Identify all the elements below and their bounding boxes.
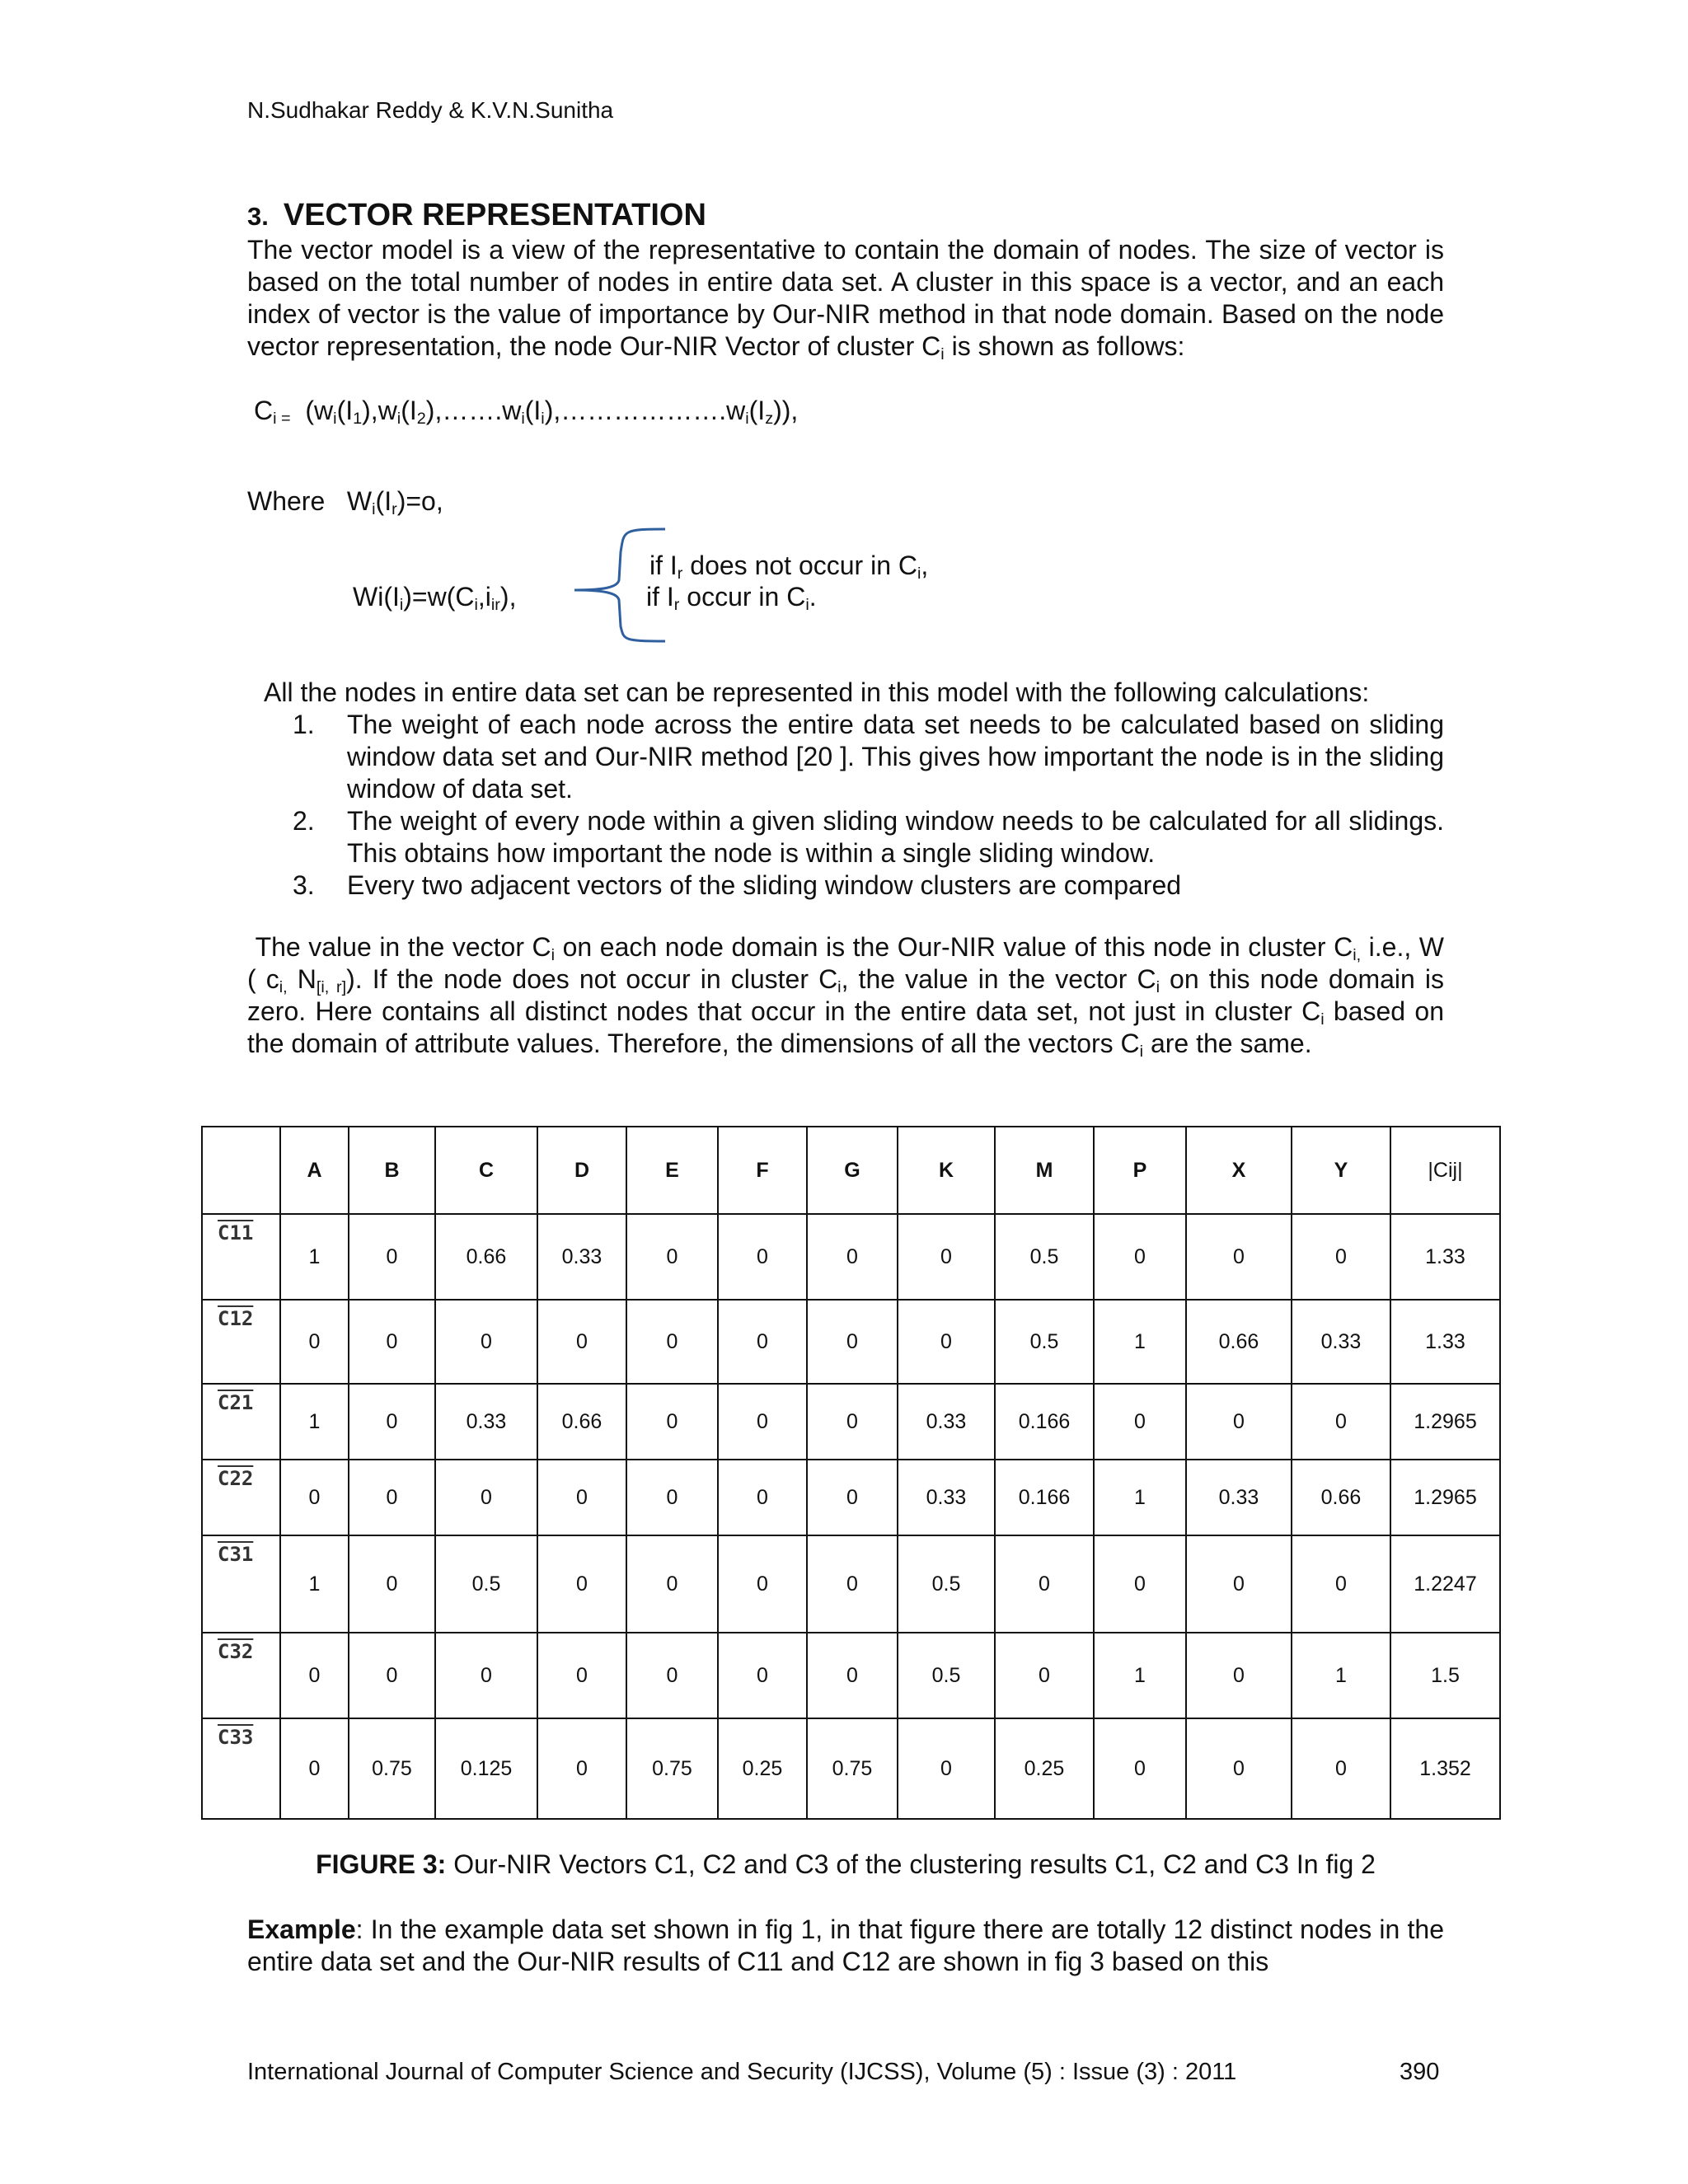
row-label	[202, 1460, 280, 1535]
table-cell: 0	[1292, 1384, 1390, 1460]
row-label	[202, 1633, 280, 1718]
table-cell: 0	[995, 1535, 1094, 1633]
row-label-text: C21	[218, 1391, 254, 1414]
table-cell: 0	[349, 1214, 435, 1300]
column-header: X	[1186, 1127, 1292, 1214]
column-header: K	[898, 1127, 995, 1214]
table-row	[202, 1633, 1500, 1718]
table-cell: 0.66	[435, 1214, 537, 1300]
table-cell: 0	[995, 1633, 1094, 1718]
table-cell: 0	[626, 1535, 718, 1633]
table-cell: 0	[1186, 1384, 1292, 1460]
table-cell: 0	[718, 1300, 807, 1384]
table-cell: 0	[807, 1460, 898, 1535]
column-header: G	[807, 1127, 898, 1214]
table-corner-cell	[202, 1127, 280, 1214]
calculation-list	[293, 709, 1444, 902]
table-cell: 0	[718, 1460, 807, 1535]
case-occur: if $I_r$ occur in $C_i$.	[646, 582, 817, 614]
table-cell: 1	[280, 1535, 349, 1633]
column-header: A	[280, 1127, 349, 1214]
table-cell: 1	[280, 1384, 349, 1460]
table-cell: 0.25	[718, 1718, 807, 1819]
row-label-text: C32	[218, 1640, 254, 1663]
table-cell: 0	[1186, 1633, 1292, 1718]
table-cell: 0	[807, 1384, 898, 1460]
row-label-text: C11	[218, 1221, 254, 1244]
column-header: C	[435, 1127, 537, 1214]
list-item: 1. The weight of each node across the entire data set needs to be calculated based on sliding window data set and Our-NIR method [20 ]. This gives how important the node is in the sliding window of data set.	[293, 710, 1444, 804]
table-cell: 0	[1292, 1718, 1390, 1819]
table-cell: 0	[349, 1384, 435, 1460]
intro-paragraph: The vector model is a view of the representative to contain the domain of nodes. The size of vector is based on the total number of nodes in entire data set. A cluster in this space is a vector, and an each index of vector is the value of importance by Our-NIR method in that node domain. Based on the node vector representation, the node Our-NIR Vector of cluster $C_i$ is shown as follows:	[247, 235, 1444, 363]
table-cell: 1	[280, 1214, 349, 1300]
table-cell: 0	[807, 1300, 898, 1384]
table-cell: 0.5	[435, 1535, 537, 1633]
table-cell: 0	[435, 1460, 537, 1535]
table-cell: 0	[626, 1633, 718, 1718]
table-cell: 0	[280, 1633, 349, 1718]
section-title: VECTOR REPRESENTATION	[283, 198, 706, 232]
table-cell: 0	[807, 1535, 898, 1633]
table-cell: 0.125	[435, 1718, 537, 1819]
table-cell: 0	[718, 1633, 807, 1718]
column-header: P	[1094, 1127, 1186, 1214]
table-cell: 0	[1186, 1718, 1292, 1819]
table-cell: 0	[1292, 1535, 1390, 1633]
column-header: F	[718, 1127, 807, 1214]
table-cell: 0.33	[537, 1214, 626, 1300]
row-label-text: C33	[218, 1726, 254, 1749]
table-cell: 0.166	[995, 1384, 1094, 1460]
table-cell: 0.33	[898, 1384, 995, 1460]
column-header: M	[995, 1127, 1094, 1214]
table-row	[202, 1300, 1500, 1384]
vector-table	[201, 1126, 1501, 1820]
table-header-row	[202, 1127, 1500, 1214]
row-label	[202, 1384, 280, 1460]
table-cell: 0	[537, 1718, 626, 1819]
table-cell: 0	[898, 1300, 995, 1384]
table-cell: 0.75	[807, 1718, 898, 1819]
table-cell: 0	[898, 1718, 995, 1819]
table-cell: 0	[1094, 1384, 1186, 1460]
column-header: Y	[1292, 1127, 1390, 1214]
table-cell: 0.25	[995, 1718, 1094, 1819]
table-cell: 1.352	[1390, 1718, 1500, 1819]
table-cell: 0	[718, 1214, 807, 1300]
table-cell: 0	[626, 1214, 718, 1300]
ci-definition: $C_{i =}$ $(w_i(I_1),w_i(I_2),\dots\dots.w_i(I_i),\dots\dots\dots\dots\dots\dots.w_i(I_z))$,	[254, 396, 799, 428]
table-cell: 0	[349, 1460, 435, 1535]
table-row	[202, 1718, 1500, 1819]
table-cell: 1.2247	[1390, 1535, 1500, 1633]
table-cell: 0	[807, 1214, 898, 1300]
table-cell: 0	[1186, 1214, 1292, 1300]
column-header: D	[537, 1127, 626, 1214]
table-cell: 0	[626, 1460, 718, 1535]
row-label	[202, 1718, 280, 1819]
table-cell: 1	[1094, 1300, 1186, 1384]
table-cell: 0	[349, 1300, 435, 1384]
case-not-occur: if $I_r$ does not occur in $C_i$,	[649, 551, 929, 583]
table-row	[202, 1460, 1500, 1535]
table-cell: 1.5	[1390, 1633, 1500, 1718]
table-cell: 0	[1186, 1535, 1292, 1633]
table-cell: 0	[435, 1300, 537, 1384]
journal-footer: International Journal of Computer Science and Security (IJCSS), Volume (5) : Issue (3) : 2011	[247, 2059, 1237, 2085]
table-cell: 1	[1094, 1460, 1186, 1535]
table-cell: 0	[1094, 1535, 1186, 1633]
page-number: 390	[1400, 2059, 1440, 2085]
table-cell: 1	[1094, 1633, 1186, 1718]
row-label	[202, 1214, 280, 1300]
table-cell: 0.66	[537, 1384, 626, 1460]
table-cell: 0	[718, 1535, 807, 1633]
table-cell: 0	[280, 1718, 349, 1819]
table-cell: 0	[349, 1633, 435, 1718]
table-cell: 0.75	[349, 1718, 435, 1819]
table-cell: 0.66	[1186, 1300, 1292, 1384]
row-label-text: C31	[218, 1543, 254, 1566]
table-cell: 1.2965	[1390, 1460, 1500, 1535]
calculations-intro: All the nodes in entire data set can be represented in this model with the following calculations:	[264, 677, 1370, 707]
table-cell: 0.33	[1292, 1300, 1390, 1384]
table-row	[202, 1384, 1500, 1460]
value-paragraph: The value in the vector $C_i$ on each node domain is the Our-NIR value of this node in cluster $C_{i,}$ i.e., W ( $c_{i,}$ $N_{[i, r]}$). If the node does not occur in cluster $C_i$, the value in the vector $C_i$ on this node domain is zero. Here contains all distinct nodes that occur in the entire data set, not just in cluster $C_i$ based on the domain of attribute values. Therefore, the dimensions of all the vectors $C_i$ are the same.	[247, 932, 1445, 1061]
row-label-text: C22	[218, 1467, 254, 1490]
table-cell: 0	[898, 1214, 995, 1300]
table-cell: 1.33	[1390, 1214, 1500, 1300]
table-cell: 0.75	[626, 1718, 718, 1819]
column-header: |Cij|	[1390, 1127, 1500, 1214]
table-cell: 0.33	[1186, 1460, 1292, 1535]
row-label-text: C12	[218, 1307, 254, 1330]
list-item: 2. The weight of every node within a given sliding window needs to be calculated for all slidings. This obtains how important the node is within a single sliding window.	[293, 806, 1444, 868]
table-cell: 0	[626, 1384, 718, 1460]
table-cell: 0.5	[898, 1535, 995, 1633]
table-cell: 0	[280, 1460, 349, 1535]
table-cell: 0.33	[435, 1384, 537, 1460]
example-paragraph: Example: In the example data set shown in fig 1, in that figure there are totally 12 distinct nodes in the entire data set and the Our-NIR results of C11 and C12 are shown in fig 3 based on this	[247, 1915, 1444, 1976]
table-cell: 0	[280, 1300, 349, 1384]
section-number: 3.	[247, 202, 269, 231]
table-cell: 1.2965	[1390, 1384, 1500, 1460]
table-cell: 0	[537, 1535, 626, 1633]
table-cell: 0.5	[995, 1214, 1094, 1300]
table-cell: 0	[1292, 1214, 1390, 1300]
table-cell: 0	[718, 1384, 807, 1460]
section-heading	[247, 198, 706, 233]
table-cell: 1	[1292, 1633, 1390, 1718]
table-cell: 0.166	[995, 1460, 1094, 1535]
row-label	[202, 1300, 280, 1384]
table-cell: 1.33	[1390, 1300, 1500, 1384]
table-row	[202, 1535, 1500, 1633]
list-item: 3. Every two adjacent vectors of the sliding window clusters are compared	[293, 870, 1182, 900]
table-cell: 0	[435, 1633, 537, 1718]
column-header: E	[626, 1127, 718, 1214]
table-cell: 0	[537, 1633, 626, 1718]
table-cell: 0	[349, 1535, 435, 1633]
table-cell: 0	[1094, 1718, 1186, 1819]
table-cell: 0	[537, 1300, 626, 1384]
weight-lhs: $Wi(I_i)=w(C_i,i_{ir})$,	[353, 582, 517, 614]
table-cell: 0.33	[898, 1460, 995, 1535]
row-label	[202, 1535, 280, 1633]
table-cell: 0	[1094, 1214, 1186, 1300]
table-cell: 0.5	[898, 1633, 995, 1718]
figure-caption: FIGURE 3: Our-NIR Vectors C1, C2 and C3 of the clustering results C1, C2 and C3 In fig 2	[316, 1849, 1376, 1879]
table-cell: 0.66	[1292, 1460, 1390, 1535]
table-cell: 0	[807, 1633, 898, 1718]
column-header: B	[349, 1127, 435, 1214]
running-header: N.Sudhakar Reddy & K.V.N.Sunitha	[247, 97, 614, 123]
table-cell: 0	[626, 1300, 718, 1384]
table-row	[202, 1214, 1500, 1300]
where-line: Where $W_i(I_r)=o$,	[247, 486, 443, 518]
table-cell: 0.5	[995, 1300, 1094, 1384]
table-cell: 0	[537, 1460, 626, 1535]
